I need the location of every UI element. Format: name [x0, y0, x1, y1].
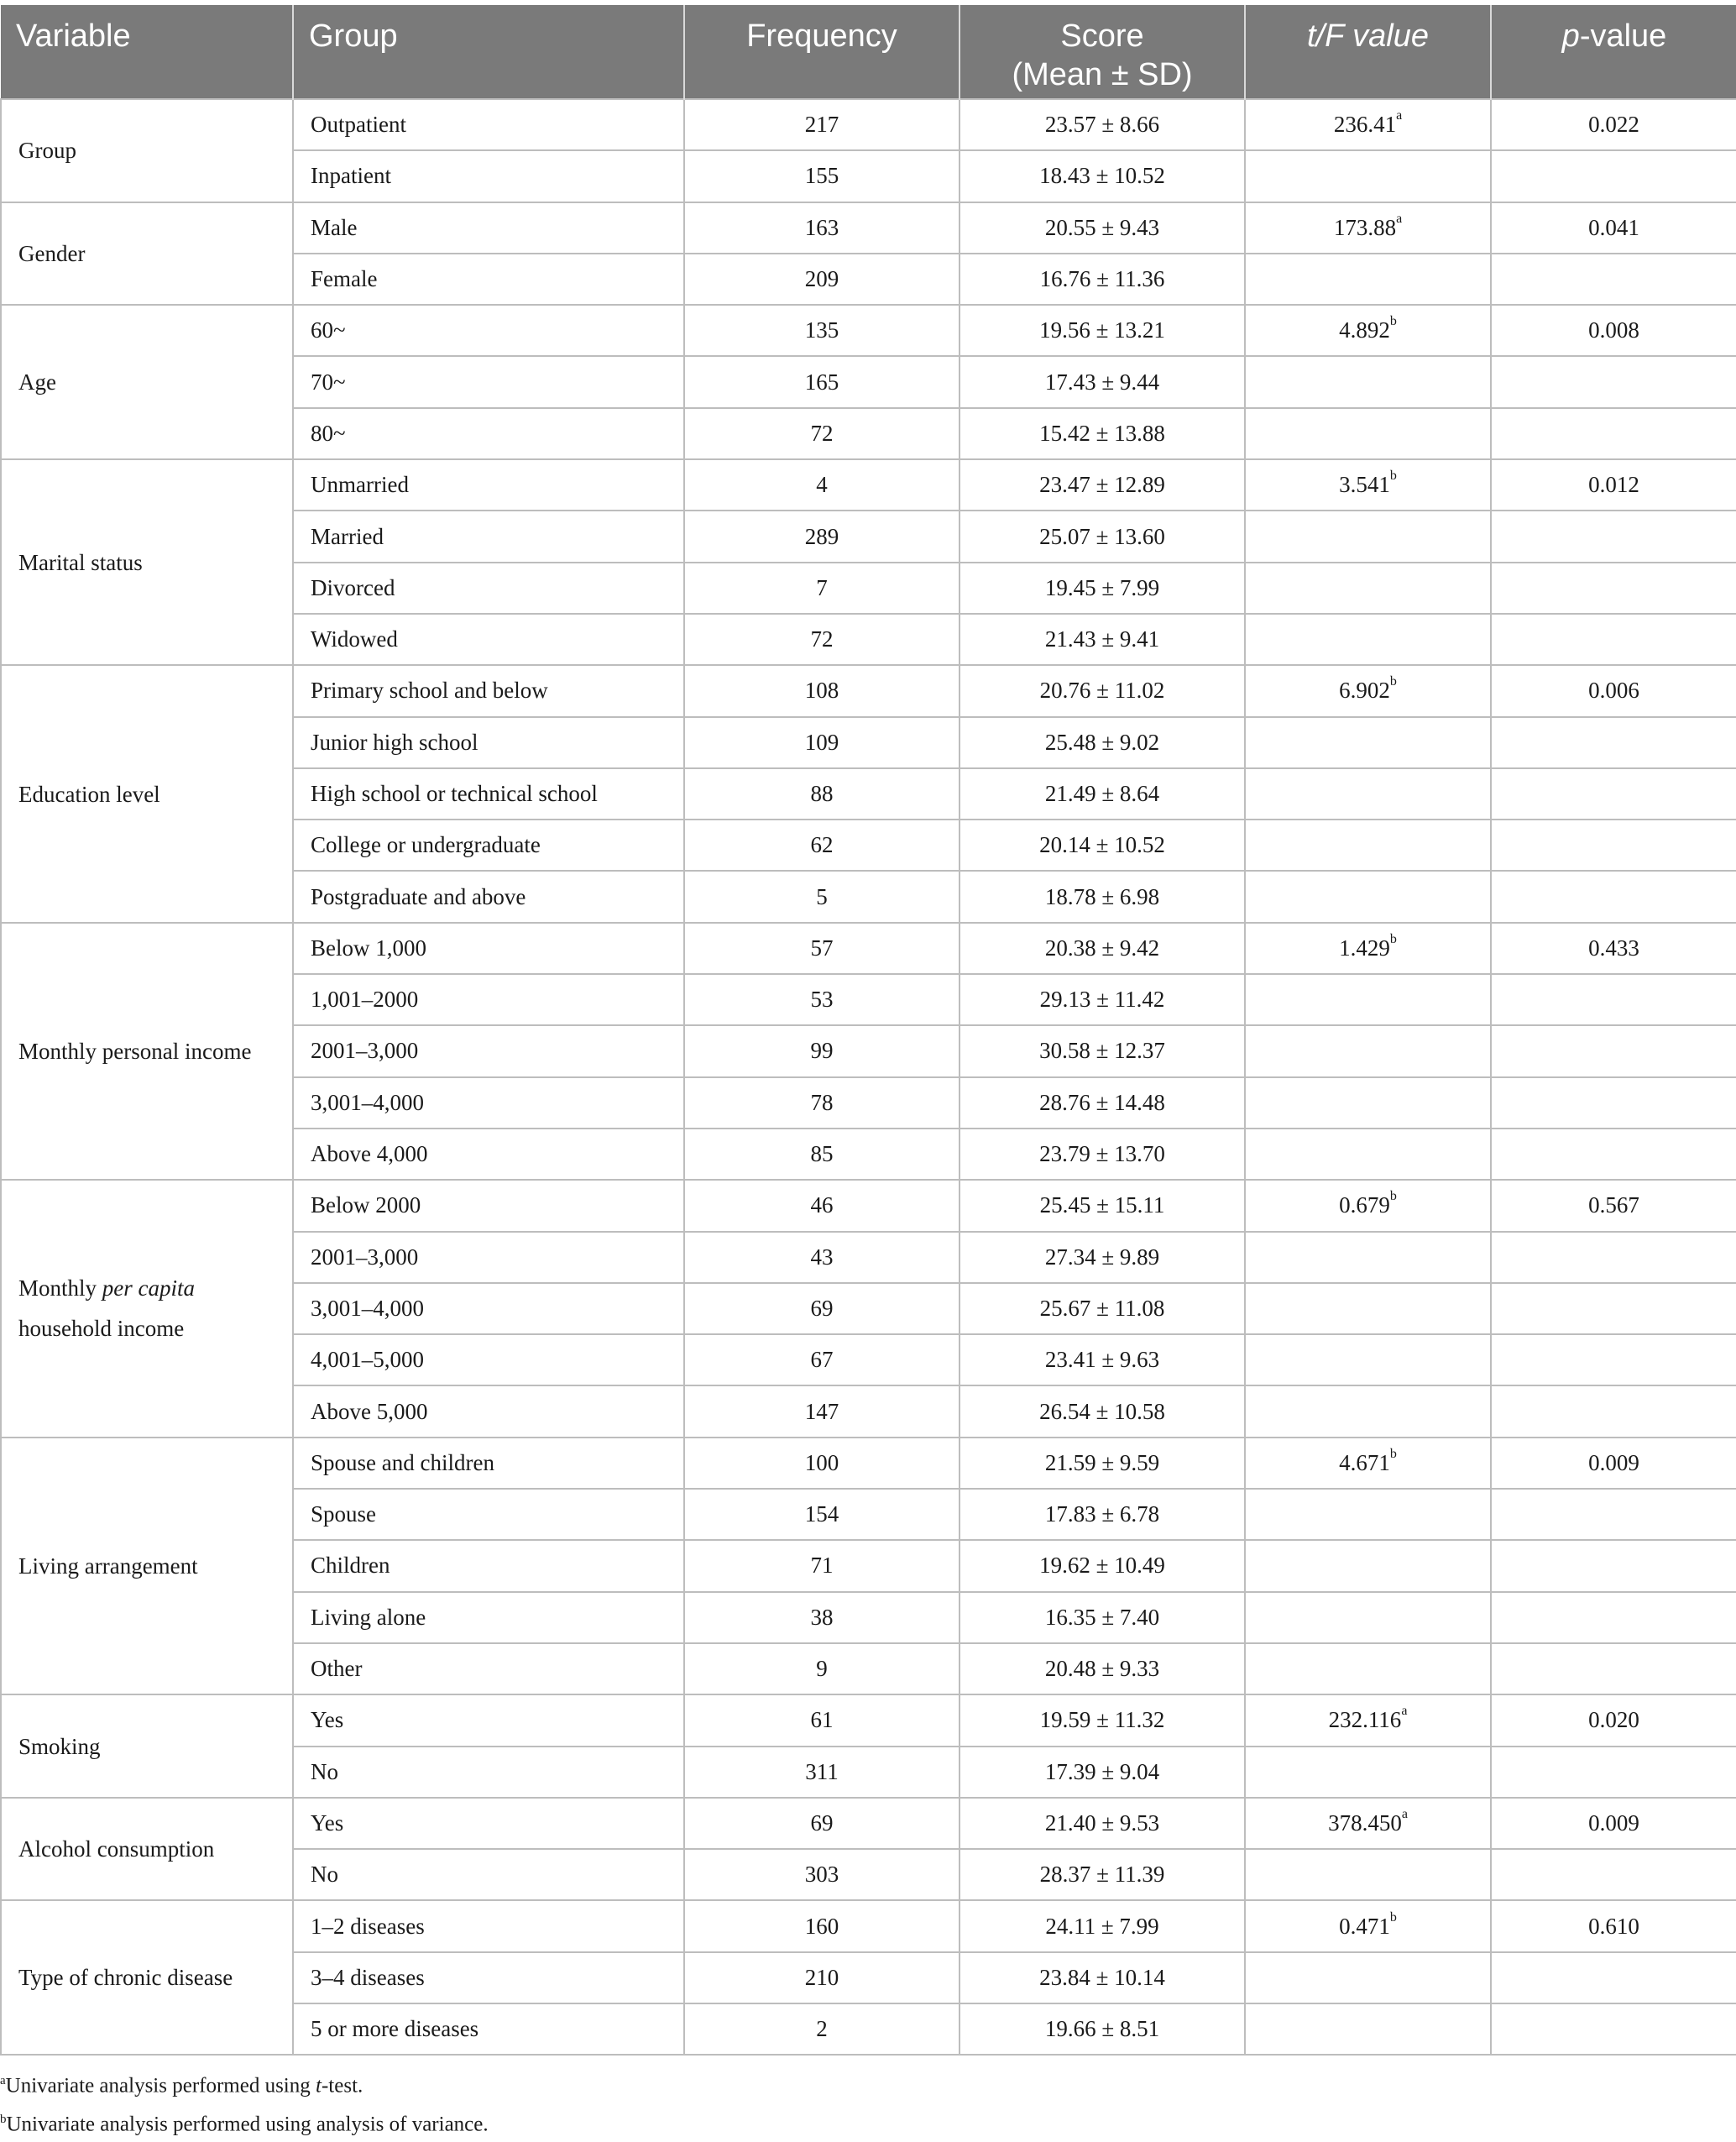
group-cell: Postgraduate and above [293, 871, 684, 922]
table-row [1, 923, 1736, 974]
score-cell: 23.79 ± 13.70 [960, 1129, 1245, 1180]
tf-value-cell [1245, 1798, 1491, 1849]
p-value-cell [1491, 768, 1736, 820]
group-cell: 3–4 diseases [293, 1952, 684, 2003]
table-row [1, 1180, 1736, 1231]
frequency-cell: 210 [684, 1952, 960, 2003]
frequency-cell: 67 [684, 1334, 960, 1385]
score-cell: 18.78 ± 6.98 [960, 871, 1245, 922]
group-cell: Other [293, 1643, 684, 1694]
score-cell: 17.83 ± 6.78 [960, 1489, 1245, 1540]
tf-value-cell [1245, 1952, 1491, 2003]
frequency-cell: 154 [684, 1489, 960, 1540]
score-cell: 19.66 ± 8.51 [960, 2003, 1245, 2055]
frequency-cell: 4 [684, 459, 960, 511]
frequency-cell: 57 [684, 923, 960, 974]
score-cell: 17.39 ± 9.04 [960, 1747, 1245, 1798]
score-cell: 17.43 ± 9.44 [960, 356, 1245, 407]
tf-footnote-mark: a [1401, 1806, 1408, 1821]
group-cell: Junior high school [293, 717, 684, 768]
tf-value-cell [1245, 1747, 1491, 1798]
tf-value-text: 232.116 [1328, 1707, 1402, 1733]
tf-footnote-mark: b [1389, 314, 1397, 329]
group-cell: 60~ [293, 305, 684, 356]
p-value-cell: 0.022 [1491, 99, 1736, 150]
score-cell: 27.34 ± 9.89 [960, 1232, 1245, 1283]
tf-value-cell [1245, 923, 1491, 974]
header-group: Group [293, 5, 684, 99]
p-value-cell: 0.012 [1491, 459, 1736, 511]
tf-value-text: 6.902 [1339, 678, 1390, 704]
frequency-cell: 88 [684, 768, 960, 820]
p-value-cell: 0.009 [1491, 1798, 1736, 1849]
tf-value-text: 236.41 [1333, 112, 1397, 138]
tf-footnote-mark: b [1389, 1446, 1397, 1461]
score-cell: 19.56 ± 13.21 [960, 305, 1245, 356]
tf-value-text: 3.541 [1339, 472, 1390, 498]
tf-value-cell [1245, 1900, 1491, 1951]
p-value-cell [1491, 2003, 1736, 2055]
footnote-a-text-before: Univariate analysis performed using [5, 2074, 316, 2097]
header-frequency: Frequency [684, 5, 960, 99]
tf-value-cell [1245, 1540, 1491, 1591]
p-value-cell [1491, 871, 1736, 922]
variable-name-cell: Monthly personal income [1, 923, 293, 1180]
score-cell: 20.14 ± 10.52 [960, 820, 1245, 871]
group-cell: Outpatient [293, 99, 684, 150]
p-value-cell [1491, 820, 1736, 871]
p-value-cell [1491, 1592, 1736, 1643]
group-cell: 5 or more diseases [293, 2003, 684, 2055]
score-cell: 16.35 ± 7.40 [960, 1592, 1245, 1643]
score-cell: 25.07 ± 13.60 [960, 511, 1245, 562]
table-row [1, 1438, 1736, 1489]
tf-footnote-mark: a [1396, 108, 1403, 123]
frequency-cell: 100 [684, 1438, 960, 1489]
score-cell: 19.62 ± 10.49 [960, 1540, 1245, 1591]
tf-value-cell [1245, 202, 1491, 254]
frequency-cell: 289 [684, 511, 960, 562]
tf-footnote-mark: b [1389, 1189, 1397, 1204]
p-value-cell [1491, 717, 1736, 768]
group-cell: Yes [293, 1798, 684, 1849]
header-score-line1: Score [1060, 18, 1144, 54]
group-cell: 1,001–2000 [293, 974, 684, 1025]
group-cell: Married [293, 511, 684, 562]
score-cell: 15.42 ± 13.88 [960, 408, 1245, 459]
table-body [1, 99, 1736, 2055]
score-cell: 21.43 ± 9.41 [960, 614, 1245, 665]
tf-footnote-mark: b [1389, 931, 1397, 946]
variable-name-cell: Education level [1, 665, 293, 922]
tf-value-cell [1245, 1489, 1491, 1540]
group-cell: 1–2 diseases [293, 1900, 684, 1951]
footnote-a [0, 2064, 489, 2103]
frequency-cell: 311 [684, 1747, 960, 1798]
score-cell: 25.45 ± 15.11 [960, 1180, 1245, 1231]
p-value-cell [1491, 408, 1736, 459]
p-value-cell [1491, 563, 1736, 614]
tf-value-cell [1245, 1283, 1491, 1334]
group-cell: 3,001–4,000 [293, 1077, 684, 1129]
header-tf-value [1245, 5, 1491, 99]
header-p-suffix: -value [1579, 18, 1667, 54]
group-cell: Inpatient [293, 150, 684, 202]
score-cell: 20.76 ± 11.02 [960, 665, 1245, 716]
table-row [1, 1798, 1736, 1849]
group-cell: Children [293, 1540, 684, 1591]
tf-footnote-mark: a [1401, 1704, 1408, 1719]
tf-value-text: 4.671 [1339, 1449, 1390, 1475]
p-value-cell [1491, 356, 1736, 407]
header-tf-text: t/F value [1306, 18, 1430, 54]
score-cell: 23.41 ± 9.63 [960, 1334, 1245, 1385]
tf-value-cell [1245, 1232, 1491, 1283]
results-table-container [0, 5, 1736, 2056]
group-cell: No [293, 1849, 684, 1900]
tf-value-text: 378.450 [1328, 1809, 1402, 1836]
p-value-cell: 0.433 [1491, 923, 1736, 974]
p-value-cell [1491, 1540, 1736, 1591]
p-value-cell: 0.610 [1491, 1900, 1736, 1951]
header-p-value [1491, 5, 1736, 99]
score-cell: 21.49 ± 8.64 [960, 768, 1245, 820]
group-cell: Above 4,000 [293, 1129, 684, 1180]
group-cell: Widowed [293, 614, 684, 665]
frequency-cell: 72 [684, 408, 960, 459]
group-cell: 2001–3,000 [293, 1025, 684, 1076]
frequency-cell: 69 [684, 1283, 960, 1334]
tf-value-cell [1245, 871, 1491, 922]
frequency-cell: 109 [684, 717, 960, 768]
group-cell: Yes [293, 1694, 684, 1746]
variable-name-italic: per capita [102, 1275, 195, 1301]
tf-value-cell [1245, 1077, 1491, 1129]
group-cell: Unmarried [293, 459, 684, 511]
frequency-cell: 135 [684, 305, 960, 356]
variable-name-part2: household income [18, 1316, 185, 1342]
p-value-cell [1491, 1129, 1736, 1180]
tf-footnote-mark: b [1389, 469, 1397, 484]
header-p-italic: p [1561, 18, 1580, 54]
group-cell: College or undergraduate [293, 820, 684, 871]
score-cell: 18.43 ± 10.52 [960, 150, 1245, 202]
group-cell: Primary school and below [293, 665, 684, 716]
p-value-cell [1491, 1232, 1736, 1283]
score-cell: 29.13 ± 11.42 [960, 974, 1245, 1025]
tf-value-text: 0.471 [1339, 1913, 1390, 1939]
p-value-cell: 0.567 [1491, 1180, 1736, 1231]
p-value-cell [1491, 1747, 1736, 1798]
frequency-cell: 61 [684, 1694, 960, 1746]
frequency-cell: 163 [684, 202, 960, 254]
frequency-cell: 69 [684, 1798, 960, 1849]
group-cell: 2001–3,000 [293, 1232, 684, 1283]
tf-footnote-mark: a [1396, 211, 1403, 226]
footnote-b-mark: b [0, 2113, 7, 2127]
tf-footnote-mark: b [1389, 674, 1397, 689]
tf-value-cell [1245, 459, 1491, 511]
tf-value-cell [1245, 768, 1491, 820]
p-value-cell [1491, 1643, 1736, 1694]
frequency-cell: 5 [684, 871, 960, 922]
tf-value-cell [1245, 563, 1491, 614]
frequency-cell: 303 [684, 1849, 960, 1900]
tf-value-cell [1245, 1385, 1491, 1437]
univariate-analysis-table [0, 5, 1736, 2056]
table-row [1, 665, 1736, 716]
p-value-cell: 0.008 [1491, 305, 1736, 356]
variable-name-cell: Smoking [1, 1694, 293, 1798]
table-row [1, 99, 1736, 150]
frequency-cell: 2 [684, 2003, 960, 2055]
score-cell: 23.84 ± 10.14 [960, 1952, 1245, 2003]
p-value-cell: 0.009 [1491, 1438, 1736, 1489]
frequency-cell: 155 [684, 150, 960, 202]
p-value-cell [1491, 1025, 1736, 1076]
table-row [1, 202, 1736, 254]
score-cell: 20.48 ± 9.33 [960, 1643, 1245, 1694]
frequency-cell: 160 [684, 1900, 960, 1951]
p-value-cell [1491, 614, 1736, 665]
frequency-cell: 43 [684, 1232, 960, 1283]
tf-value-text: 0.679 [1339, 1192, 1390, 1218]
variable-name-cell [1, 1180, 293, 1437]
tf-value-cell [1245, 820, 1491, 871]
tf-value-cell [1245, 614, 1491, 665]
group-cell: 4,001–5,000 [293, 1334, 684, 1385]
p-value-cell [1491, 511, 1736, 562]
group-cell: Spouse [293, 1489, 684, 1540]
score-cell: 23.57 ± 8.66 [960, 99, 1245, 150]
tf-value-cell [1245, 1025, 1491, 1076]
score-cell: 19.45 ± 7.99 [960, 563, 1245, 614]
footnote-b-text-before: Univariate analysis performed using analysis of variance. [6, 2113, 489, 2136]
group-cell: 80~ [293, 408, 684, 459]
score-cell: 19.59 ± 11.32 [960, 1694, 1245, 1746]
tf-value-cell [1245, 305, 1491, 356]
p-value-cell [1491, 1283, 1736, 1334]
p-value-cell [1491, 1077, 1736, 1129]
group-cell: Spouse and children [293, 1438, 684, 1489]
tf-value-cell [1245, 717, 1491, 768]
header-variable: Variable [1, 5, 293, 99]
variable-name-part1: Monthly [18, 1275, 102, 1301]
score-cell: 24.11 ± 7.99 [960, 1900, 1245, 1951]
frequency-cell: 62 [684, 820, 960, 871]
header-row [1, 5, 1736, 99]
variable-name-cell: Gender [1, 202, 293, 306]
variable-name-cell: Marital status [1, 459, 293, 665]
group-cell: 70~ [293, 356, 684, 407]
frequency-cell: 38 [684, 1592, 960, 1643]
footnote-a-mark: a [0, 2074, 6, 2087]
group-cell: High school or technical school [293, 768, 684, 820]
p-value-cell [1491, 1849, 1736, 1900]
variable-name-cell: Alcohol consumption [1, 1798, 293, 1901]
p-value-cell: 0.020 [1491, 1694, 1736, 1746]
frequency-cell: 209 [684, 254, 960, 305]
group-cell: Male [293, 202, 684, 254]
group-cell: Female [293, 254, 684, 305]
tf-value-cell [1245, 1849, 1491, 1900]
p-value-cell [1491, 150, 1736, 202]
variable-name-cell: Type of chronic disease [1, 1900, 293, 2055]
tf-value-cell [1245, 1694, 1491, 1746]
p-value-cell [1491, 1489, 1736, 1540]
tf-value-cell [1245, 1438, 1491, 1489]
tf-value-cell [1245, 1129, 1491, 1180]
frequency-cell: 217 [684, 99, 960, 150]
table-row [1, 459, 1736, 511]
score-cell: 26.54 ± 10.58 [960, 1385, 1245, 1437]
tf-value-text: 4.892 [1339, 317, 1390, 343]
score-cell: 30.58 ± 12.37 [960, 1025, 1245, 1076]
footnote-a-italic: t [316, 2074, 322, 2097]
score-cell: 21.59 ± 9.59 [960, 1438, 1245, 1489]
tf-value-cell [1245, 511, 1491, 562]
score-cell: 25.48 ± 9.02 [960, 717, 1245, 768]
p-value-cell [1491, 1334, 1736, 1385]
group-cell: Divorced [293, 563, 684, 614]
group-cell: 3,001–4,000 [293, 1283, 684, 1334]
tf-value-cell [1245, 254, 1491, 305]
tf-value-text: 173.88 [1333, 214, 1397, 240]
frequency-cell: 108 [684, 665, 960, 716]
frequency-cell: 78 [684, 1077, 960, 1129]
tf-value-cell [1245, 356, 1491, 407]
frequency-cell: 99 [684, 1025, 960, 1076]
p-value-cell [1491, 254, 1736, 305]
score-cell: 25.67 ± 11.08 [960, 1283, 1245, 1334]
variable-name-cell: Living arrangement [1, 1438, 293, 1694]
p-value-cell [1491, 1952, 1736, 2003]
frequency-cell: 53 [684, 974, 960, 1025]
score-cell: 23.47 ± 12.89 [960, 459, 1245, 511]
p-value-cell [1491, 974, 1736, 1025]
p-value-cell: 0.041 [1491, 202, 1736, 254]
tf-value-cell [1245, 1592, 1491, 1643]
footnotes [0, 2064, 489, 2142]
frequency-cell: 72 [684, 614, 960, 665]
header-score [960, 5, 1245, 99]
score-cell: 28.37 ± 11.39 [960, 1849, 1245, 1900]
score-cell: 21.40 ± 9.53 [960, 1798, 1245, 1849]
tf-value-cell [1245, 1334, 1491, 1385]
tf-value-cell [1245, 974, 1491, 1025]
score-cell: 16.76 ± 11.36 [960, 254, 1245, 305]
frequency-cell: 46 [684, 1180, 960, 1231]
frequency-cell: 9 [684, 1643, 960, 1694]
group-cell: Living alone [293, 1592, 684, 1643]
frequency-cell: 147 [684, 1385, 960, 1437]
tf-value-cell [1245, 408, 1491, 459]
variable-name-cell: Group [1, 99, 293, 202]
variable-name-cell: Age [1, 305, 293, 459]
p-value-cell: 0.006 [1491, 665, 1736, 716]
score-cell: 28.76 ± 14.48 [960, 1077, 1245, 1129]
score-cell: 20.55 ± 9.43 [960, 202, 1245, 254]
frequency-cell: 71 [684, 1540, 960, 1591]
score-cell: 20.38 ± 9.42 [960, 923, 1245, 974]
tf-value-cell [1245, 2003, 1491, 2055]
tf-value-text: 1.429 [1339, 935, 1390, 961]
tf-value-cell [1245, 99, 1491, 150]
group-cell: No [293, 1747, 684, 1798]
tf-value-cell [1245, 1180, 1491, 1231]
table-row [1, 1900, 1736, 1951]
tf-value-cell [1245, 1643, 1491, 1694]
frequency-cell: 165 [684, 356, 960, 407]
tf-value-cell [1245, 150, 1491, 202]
group-cell: Below 1,000 [293, 923, 684, 974]
frequency-cell: 85 [684, 1129, 960, 1180]
header-score-line2: (Mean ± SD) [1012, 57, 1193, 92]
p-value-cell [1491, 1385, 1736, 1437]
footnote-a-text-after: -test. [321, 2074, 363, 2097]
group-cell: Above 5,000 [293, 1385, 684, 1437]
group-cell: Below 2000 [293, 1180, 684, 1231]
table-row [1, 305, 1736, 356]
table-row [1, 1694, 1736, 1746]
tf-value-cell [1245, 665, 1491, 716]
tf-footnote-mark: b [1389, 1909, 1397, 1925]
frequency-cell: 7 [684, 563, 960, 614]
